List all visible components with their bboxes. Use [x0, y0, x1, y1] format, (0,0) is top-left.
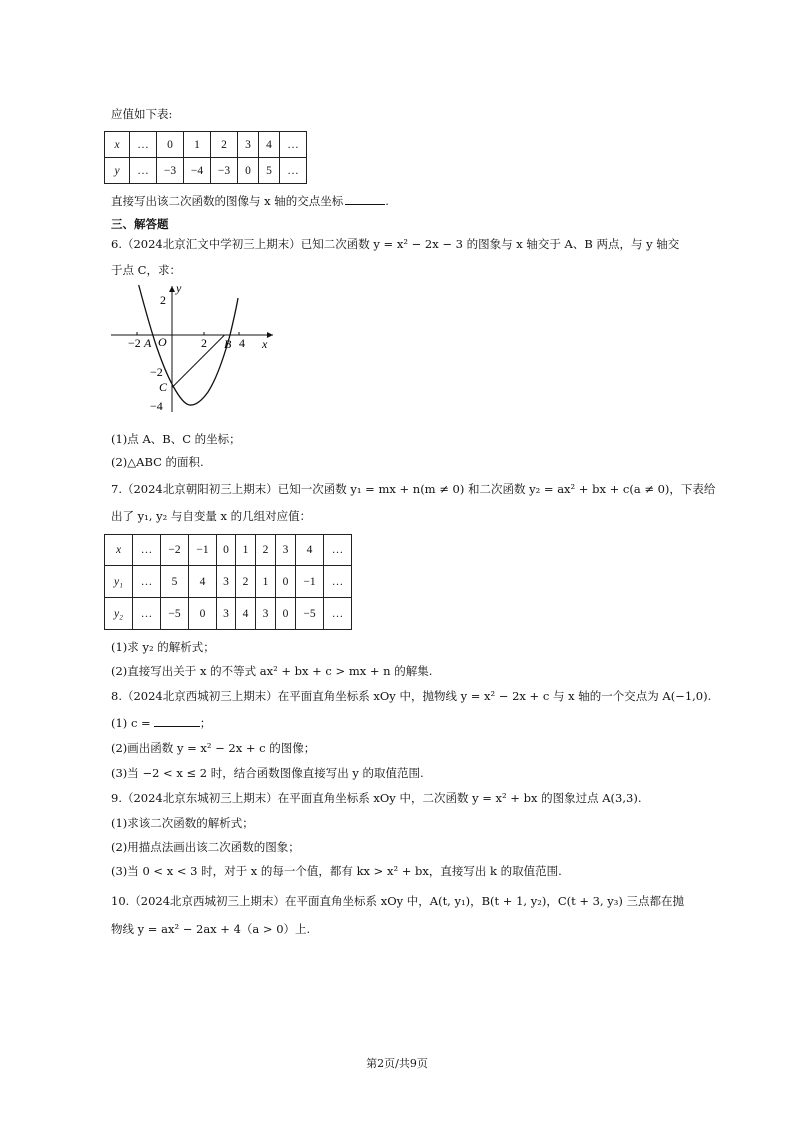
- q7-sub2: (2)直接写出关于 x 的不等式 ax² + bx + c > mx + n 的解集.: [111, 664, 433, 678]
- table-cell: y: [105, 158, 130, 184]
- table-cell: …: [324, 598, 352, 630]
- q7-sub1: (1)求 y₂ 的解析式；: [111, 640, 215, 654]
- graph-label-y: y: [176, 281, 182, 295]
- table-cell: −1: [296, 566, 324, 598]
- table-cell: 3: [256, 598, 276, 630]
- section-title: 三、解答题: [111, 217, 169, 231]
- table-cell: 3: [238, 132, 259, 158]
- q10-line2: 物线 y = ax² − 2ax + 4（a > 0）上.: [111, 922, 311, 936]
- table-cell: −4: [184, 158, 211, 184]
- table-cell: 1: [256, 566, 276, 598]
- table-cell: y₁: [105, 566, 133, 598]
- graph-label-2x: 2: [201, 336, 207, 350]
- table-cell: −3: [211, 158, 238, 184]
- table-cell: 4: [236, 598, 256, 630]
- q8-sub2: (2)画出函数 y = x² − 2x + c 的图像；: [111, 741, 316, 755]
- graph-label-2y: 2: [160, 293, 166, 307]
- table-cell: 0: [276, 598, 296, 630]
- table-cell: 1: [184, 132, 211, 158]
- table-cell: 0: [189, 598, 217, 630]
- answer-blank: [345, 193, 385, 205]
- table-cell: …: [130, 132, 157, 158]
- q6-sub1: (1)点 A、B、C 的坐标；: [111, 432, 241, 446]
- q8-sub1: (1) c =: [111, 716, 151, 730]
- answer-blank: [154, 715, 200, 727]
- table-cell: x: [105, 132, 130, 158]
- parabola-graph: [105, 280, 280, 415]
- q8-sub1-line: [111, 715, 211, 731]
- table-cell: 2: [211, 132, 238, 158]
- q6-line2: 于点 C，求：: [111, 263, 181, 277]
- table-cell: 5: [161, 566, 189, 598]
- table-cell: 0: [157, 132, 184, 158]
- graph-label-o: O: [158, 335, 167, 349]
- table-cell: −5: [161, 598, 189, 630]
- value-table-q5: [104, 131, 307, 184]
- table-cell: 3: [276, 535, 296, 566]
- table-cell: …: [324, 566, 352, 598]
- graph-label-a: A: [144, 336, 152, 350]
- intro-text: 应值如下表:: [111, 107, 173, 121]
- q8-line1: 8.（2024北京西城初三上期末）在平面直角坐标系 xOy 中，抛物线 y = x² − 2x + c 与 x 轴的一个交点为 A(−1,0).: [111, 689, 712, 703]
- table-cell: …: [280, 132, 307, 158]
- page-footer: 第2页/共9页: [366, 1057, 428, 1070]
- q9-line1: 9.（2024北京东城初三上期末）在平面直角坐标系 xOy 中，二次函数 y = x² + bx 的图象过点 A(3,3).: [111, 791, 642, 805]
- graph-label-neg4y: −4: [150, 399, 163, 413]
- q9-sub3: (3)当 0 < x < 3 时，对于 x 的每一个值，都有 kx > x² + bx，直接写出 k 的取值范围.: [111, 864, 562, 878]
- graph-label-4x: 4: [239, 336, 245, 350]
- graph-label-b: B: [224, 337, 232, 351]
- table-cell: 4: [259, 132, 280, 158]
- q6-sub2: (2)△ABC 的面积.: [111, 455, 204, 469]
- segment-bc: [172, 335, 225, 388]
- q9-sub1: (1)求该二次函数的解析式；: [111, 816, 254, 830]
- graph-label-neg2x: −2: [128, 336, 141, 350]
- table-cell: …: [133, 598, 161, 630]
- table-row: [105, 535, 352, 566]
- table-cell: 0: [217, 535, 236, 566]
- table-cell: 4: [296, 535, 324, 566]
- table-row: [105, 158, 307, 184]
- table-cell: …: [130, 158, 157, 184]
- table-cell: …: [133, 535, 161, 566]
- table-cell: −1: [189, 535, 217, 566]
- table-cell: 3: [217, 598, 236, 630]
- table-cell: 1: [236, 535, 256, 566]
- table-cell: −5: [296, 598, 324, 630]
- q7-line1: 7.（2024北京朝阳初三上期末）已知一次函数 y₁ = mx + n(m ≠ 0) 和二次函数 y₂ = ax² + bx + c(a ≠ 0)，下表给: [111, 482, 716, 496]
- q5-answer-text: 直接写出该二次函数的图像与 x 轴的交点坐标: [111, 194, 344, 208]
- table-cell: 5: [259, 158, 280, 184]
- table-cell: 2: [256, 535, 276, 566]
- table-cell: 3: [217, 566, 236, 598]
- graph-label-neg2y: −2: [150, 365, 163, 379]
- q9-sub2: (2)用描点法画出该二次函数的图象；: [111, 840, 300, 854]
- table-cell: …: [133, 566, 161, 598]
- value-table-q7: [104, 534, 352, 630]
- table-cell: 4: [189, 566, 217, 598]
- table-cell: …: [324, 535, 352, 566]
- graph-label-x: x: [262, 337, 268, 351]
- table-cell: 0: [276, 566, 296, 598]
- table-cell: x: [105, 535, 133, 566]
- table-row: [105, 566, 352, 598]
- q8-sub1-end: ；: [199, 716, 212, 730]
- graph-label-c: C: [159, 380, 168, 394]
- table-cell: …: [280, 158, 307, 184]
- q10-line1: 10.（2024北京西城初三上期末）在平面直角坐标系 xOy 中，A(t, y₁)，B(t + 1, y₂)，C(t + 3, y₃) 三点都在抛: [111, 894, 685, 908]
- q7-line2: 出了 y₁, y₂ 与自变量 x 的几组对应值：: [111, 509, 312, 523]
- table-cell: y₂: [105, 598, 133, 630]
- table-row: [105, 598, 352, 630]
- table-cell: −2: [161, 535, 189, 566]
- q8-sub3: (3)当 −2 < x ≤ 2 时，结合函数图像直接写出 y 的取值范围.: [111, 766, 424, 780]
- q6-line1: 6.（2024北京汇文中学初三上期末）已知二次函数 y = x² − 2x − 3 的图象与 x 轴交于 A、B 两点，与 y 轴交: [111, 237, 680, 251]
- q5-answer-line: 直接写出该二次函数的图像与 x 轴的交点坐标 .: [111, 194, 389, 208]
- table-row: [105, 132, 307, 158]
- table-cell: −3: [157, 158, 184, 184]
- table-cell: 2: [236, 566, 256, 598]
- table-cell: 0: [238, 158, 259, 184]
